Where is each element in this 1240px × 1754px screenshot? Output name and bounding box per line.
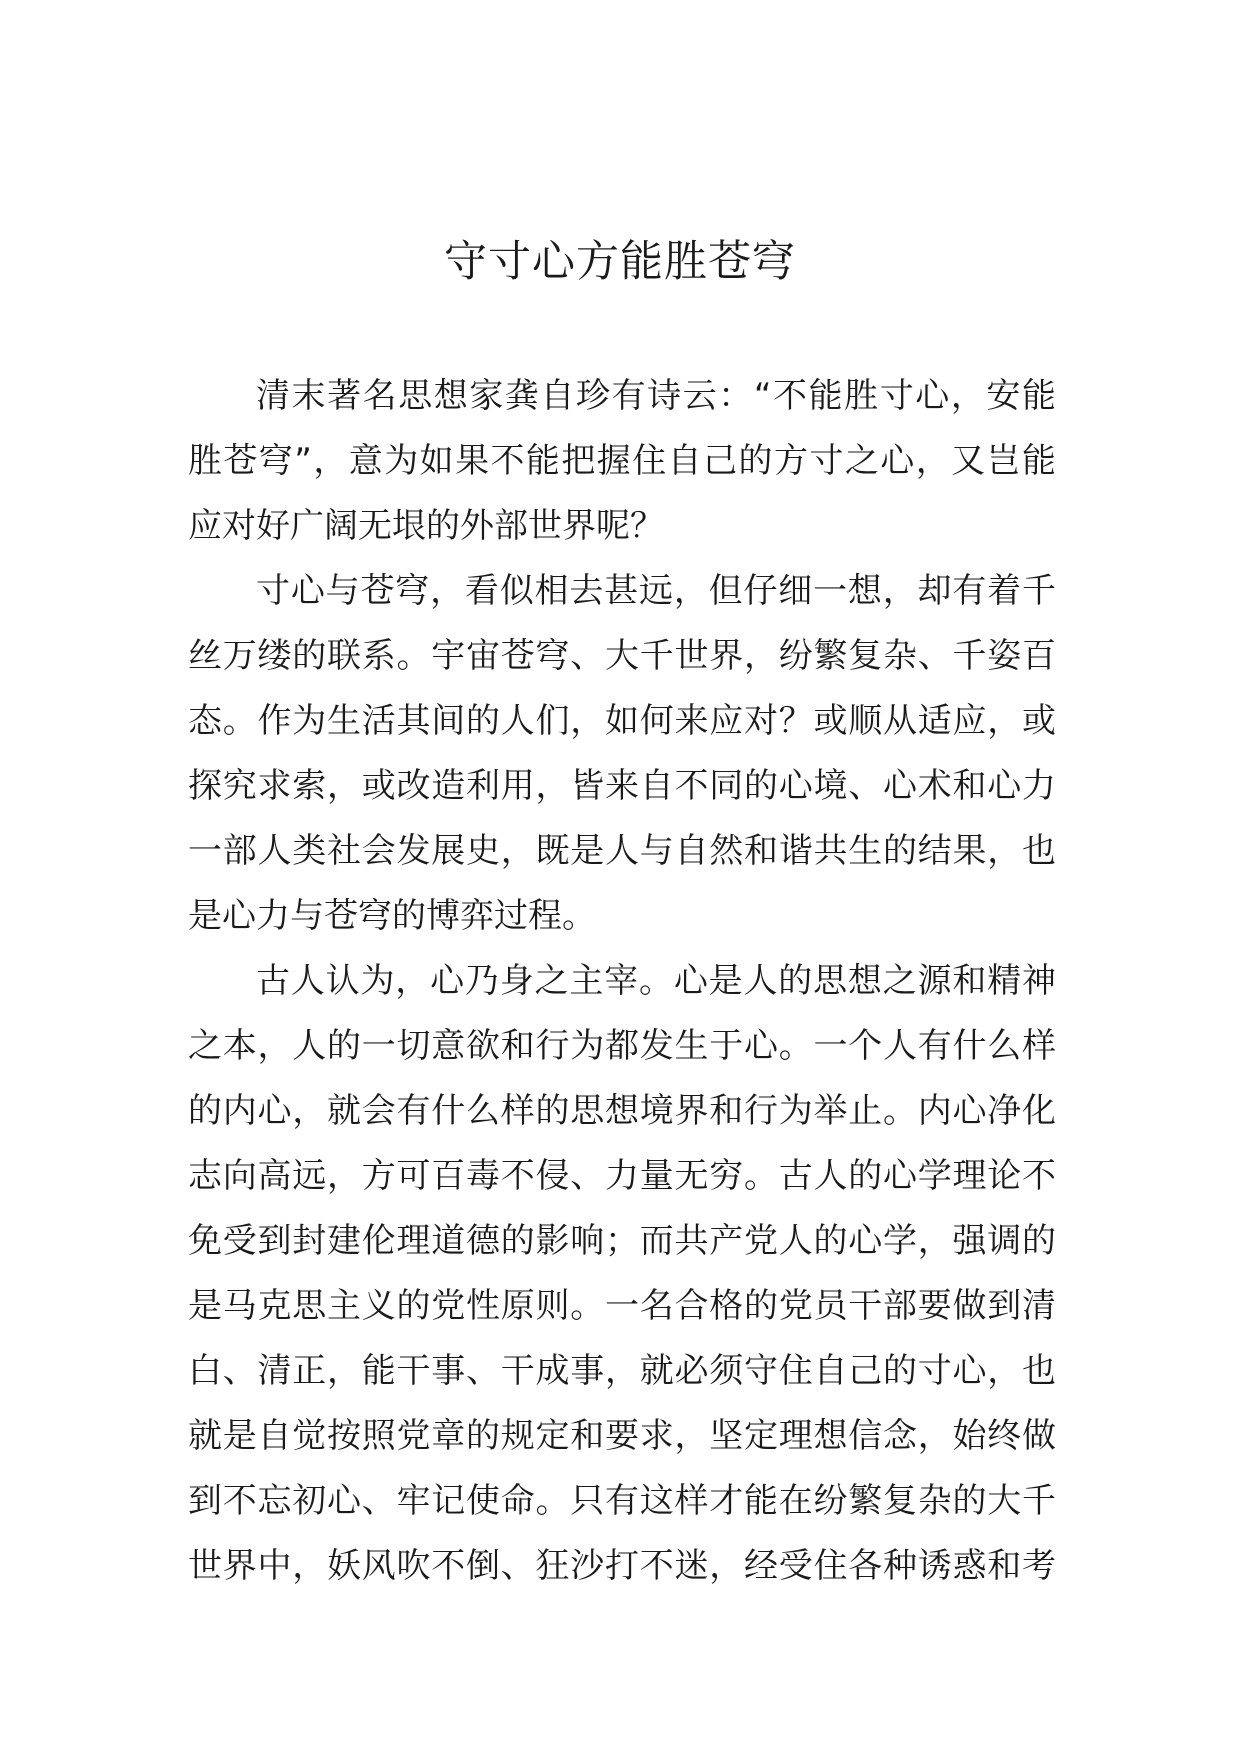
text-line: 世界中，妖风吹不倒、狂沙打不迷，经受住各种诱惑和考 (188, 1546, 1056, 1586)
text-line: 是心力与苍穹的博弈过程。 (188, 896, 596, 936)
text-line: 探究求索，或改造利用，皆来自不同的心境、心术和心力 (188, 766, 1056, 806)
text-line: 的内心，就会有什么样的思想境界和行为举止。内心净化 (188, 1091, 1056, 1131)
text-line: 免受到封建伦理道德的影响；而共产党人的心学，强调的 (188, 1221, 1056, 1261)
document-body (188, 364, 1056, 1599)
text-line: 态。作为生活其间的人们，如何来应对？或顺从适应，或 (188, 701, 1056, 741)
text-line: 古人认为，心乃身之主宰。心是人的思想之源和精神 (256, 961, 1056, 1001)
text-line: 胜苍穹”，意为如果不能把握住自己的方寸之心，又岂能 (188, 441, 1056, 481)
text-line: 白、清正，能干事、干成事，就必须守住自己的寸心，也 (188, 1351, 1056, 1391)
text-line: 就是自觉按照党章的规定和要求，坚定理想信念，始终做 (188, 1416, 1056, 1456)
text-line: 寸心与苍穹，看似相去甚远，但仔细一想，却有着千 (256, 571, 1056, 611)
text-line: 应对好广阔无垠的外部世界呢？ (188, 506, 664, 546)
document-title: 守寸心方能胜苍穹 (444, 237, 796, 287)
text-line: 清末著名思想家龚自珍有诗云：“不能胜寸心，安能 (256, 376, 1056, 416)
text-line: 之本，人的一切意欲和行为都发生于心。一个人有什么样 (188, 1026, 1056, 1066)
text-line: 一部人类社会发展史，既是人与自然和谐共生的结果，也 (188, 831, 1056, 871)
text-line: 志向高远，方可百毒不侵、力量无穷。古人的心学理论不 (188, 1156, 1056, 1196)
text-line: 丝万缕的联系。宇宙苍穹、大千世界，纷繁复杂、千姿百 (188, 636, 1056, 676)
text-line: 是马克思主义的党性原则。一名合格的党员干部要做到清 (188, 1286, 1056, 1326)
text-line: 到不忘初心、牢记使命。只有这样才能在纷繁复杂的大千 (188, 1481, 1056, 1521)
